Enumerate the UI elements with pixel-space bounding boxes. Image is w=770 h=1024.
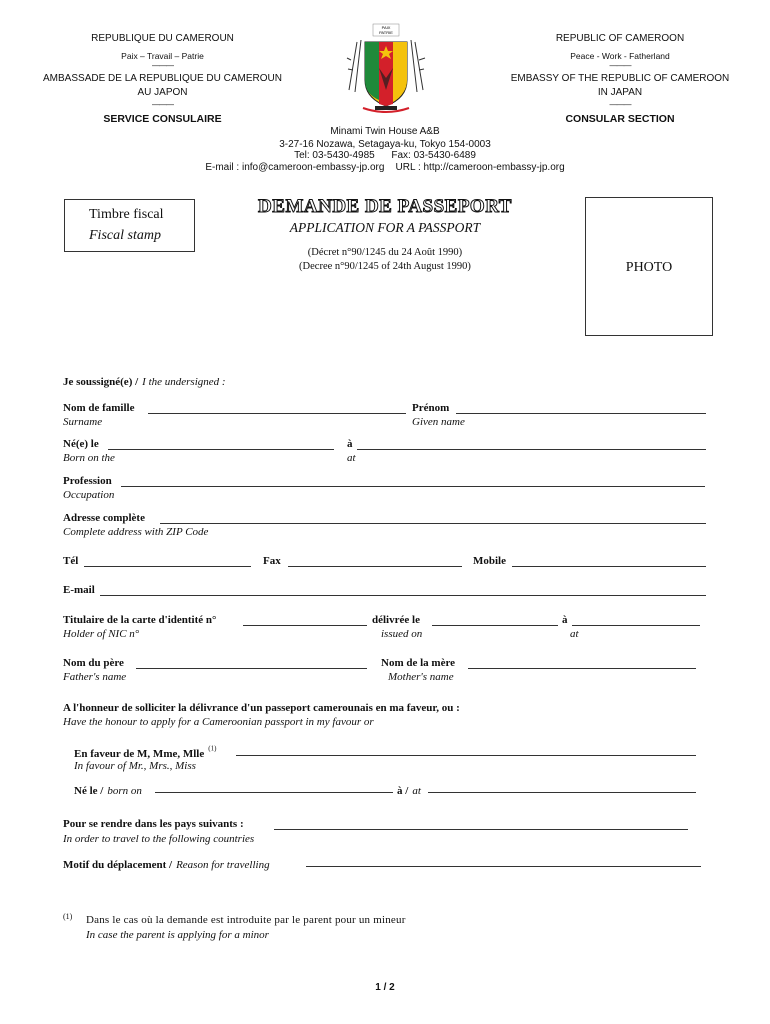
mother-label-en: Mother's name <box>388 671 454 683</box>
nic-issued-label-en: issued on <box>381 628 423 640</box>
intro-en: I the undersigned : <box>142 376 226 388</box>
nic-place-field[interactable] <box>572 625 700 626</box>
born-date-field[interactable] <box>108 449 334 450</box>
favour-born-date-field[interactable] <box>155 792 393 793</box>
header-left-country: REPUBLIQUE DU CAMEROUN <box>91 33 234 44</box>
footnote-marker: (1) <box>63 912 73 921</box>
born-label: Né(e) le <box>63 438 99 450</box>
reason-field[interactable] <box>306 866 701 867</box>
nic-at-label-en: at <box>570 628 579 640</box>
occupation-label: Profession <box>63 475 112 487</box>
fax-field[interactable] <box>288 566 462 567</box>
given-name-label-en: Given name <box>412 416 465 428</box>
nic-issued-label: délivrée le <box>372 614 420 626</box>
header-right-section: CONSULAR SECTION <box>565 113 675 125</box>
favour-label-en: In favour of Mr., Mrs., Miss <box>74 760 196 772</box>
address-line3: Tel: 03-5430-4985 Fax: 03-5430-6489 <box>294 150 476 161</box>
honour-text-en: Have the honour to apply for a Cameroonian passport in my favour or <box>63 716 374 728</box>
surname-label-en: Surname <box>63 416 103 428</box>
born-label-en: Born on the <box>63 452 115 464</box>
fiscal-stamp-label-en: Fiscal stamp <box>89 228 161 243</box>
header-right-divider: ——— <box>609 61 631 70</box>
form-title: DEMANDE DE PASSEPORT <box>258 196 512 217</box>
mother-label: Nom de la mère <box>381 657 456 669</box>
header-right-country: REPUBLIC OF CAMEROON <box>555 33 685 44</box>
header-left-section: SERVICE CONSULAIRE <box>103 113 222 125</box>
favour-at-label: à / <box>397 785 409 797</box>
header-right-motto: Peace - Work - Fatherland <box>570 51 670 61</box>
intro-line <box>63 372 226 390</box>
photo-label: PHOTO <box>625 260 673 275</box>
travel-countries-field[interactable] <box>274 829 688 830</box>
header-left-embassy-line1: AMBASSADE DE LA REPUBLIQUE DU CAMEROUN <box>43 73 282 84</box>
nic-at-label: à <box>562 614 568 626</box>
travel-label-en: In order to travel to the following countries <box>63 833 255 845</box>
decree-fr: (Décret n°90/1245 du 24 Août 1990) <box>307 247 463 258</box>
address-line4: E-mail : info@cameroon-embassy-jp.org URL : http://cameroon-embassy-jp.org <box>205 162 565 173</box>
favour-at-label-en: at <box>412 785 421 797</box>
father-label-en: Father's name <box>63 671 127 683</box>
surname-field[interactable] <box>148 413 406 414</box>
form-title-en: APPLICATION FOR A PASSPORT <box>289 220 481 235</box>
honour-text-fr: A l'honneur de solliciter la délivrance d'un passeport camerounais en ma faveur, ou : <box>63 702 460 714</box>
mobile-field[interactable] <box>512 566 706 567</box>
favour-footnote-marker: (1) <box>208 744 217 753</box>
mother-name-field[interactable] <box>468 668 696 669</box>
given-name-field[interactable] <box>456 413 706 414</box>
tel-field[interactable] <box>84 566 251 567</box>
header-right-embassy-line2: IN JAPAN <box>597 87 643 98</box>
travel-label: Pour se rendre dans les pays suivants : <box>63 818 244 830</box>
email-label: E-mail <box>63 584 95 596</box>
header-right-divider-2: ——— <box>609 100 631 109</box>
svg-text:PATRIE: PATRIE <box>379 30 393 35</box>
fiscal-stamp-box[interactable] <box>64 199 195 252</box>
nic-issued-date-field[interactable] <box>432 625 558 626</box>
svg-text:PAIX: PAIX <box>381 25 391 30</box>
tel-label: Tél <box>63 555 79 567</box>
intro-fr: Je soussigné(e) / <box>63 376 139 388</box>
given-name-label: Prénom <box>412 402 450 414</box>
footnote-fr: Dans le cas où la demande est introduite par le parent pour un mineur <box>86 914 406 926</box>
favour-born-label: Né le / <box>74 785 104 797</box>
born-place-field[interactable] <box>357 449 706 450</box>
favour-label: En faveur de M, Mme, Mlle <box>74 748 205 760</box>
nic-label-en: Holder of NIC n° <box>63 628 140 640</box>
favour-name-field[interactable] <box>236 755 696 756</box>
address-line1: Minami Twin House A&B <box>330 126 440 137</box>
address-label: Adresse complète <box>63 512 145 524</box>
reason-label-en: Reason for travelling <box>176 859 270 871</box>
address-field[interactable] <box>160 523 706 524</box>
decree-en: (Decree n°90/1245 of 24th August 1990) <box>299 261 471 272</box>
occupation-label-en: Occupation <box>63 489 115 501</box>
favour-born-line <box>74 781 142 799</box>
nic-label: Titulaire de la carte d'identité n° <box>63 614 217 626</box>
header-right-embassy-line1: EMBASSY OF THE REPUBLIC OF CAMEROON <box>510 73 730 84</box>
mobile-label: Mobile <box>473 555 506 567</box>
address-line2: 3-27-16 Nozawa, Setagaya-ku, Tokyo 154-0003 <box>279 139 491 150</box>
father-name-field[interactable] <box>136 668 367 669</box>
occupation-field[interactable] <box>121 486 705 487</box>
born-at-label-en: at <box>347 452 356 464</box>
favour-place-field[interactable] <box>428 792 696 793</box>
favour-at-line <box>397 781 421 799</box>
header-left-motto: Paix – Travail – Patrie <box>121 51 204 61</box>
page-number: 1 / 2 <box>375 982 395 993</box>
born-at-label: à <box>347 438 353 450</box>
address-label-en: Complete address with ZIP Code <box>63 526 209 538</box>
reason-line <box>63 855 270 873</box>
header-left-embassy-line2: AU JAPON <box>137 87 188 98</box>
nic-number-field[interactable] <box>243 625 367 626</box>
fiscal-stamp-label-fr: Timbre fiscal <box>89 207 164 222</box>
footnote-en: In case the parent is applying for a minor <box>86 929 269 941</box>
email-field[interactable] <box>100 595 706 596</box>
header-left-divider: ——— <box>152 61 173 70</box>
reason-label: Motif du déplacement / <box>63 859 173 871</box>
father-label: Nom du père <box>63 657 124 669</box>
fax-label: Fax <box>263 555 281 567</box>
photo-box[interactable] <box>585 197 713 336</box>
header-left-divider-2: ——— <box>152 100 173 109</box>
surname-label: Nom de famille <box>63 402 135 414</box>
cameroon-coat-of-arms-icon <box>343 20 429 116</box>
favour-born-label-en: born on <box>107 785 142 797</box>
